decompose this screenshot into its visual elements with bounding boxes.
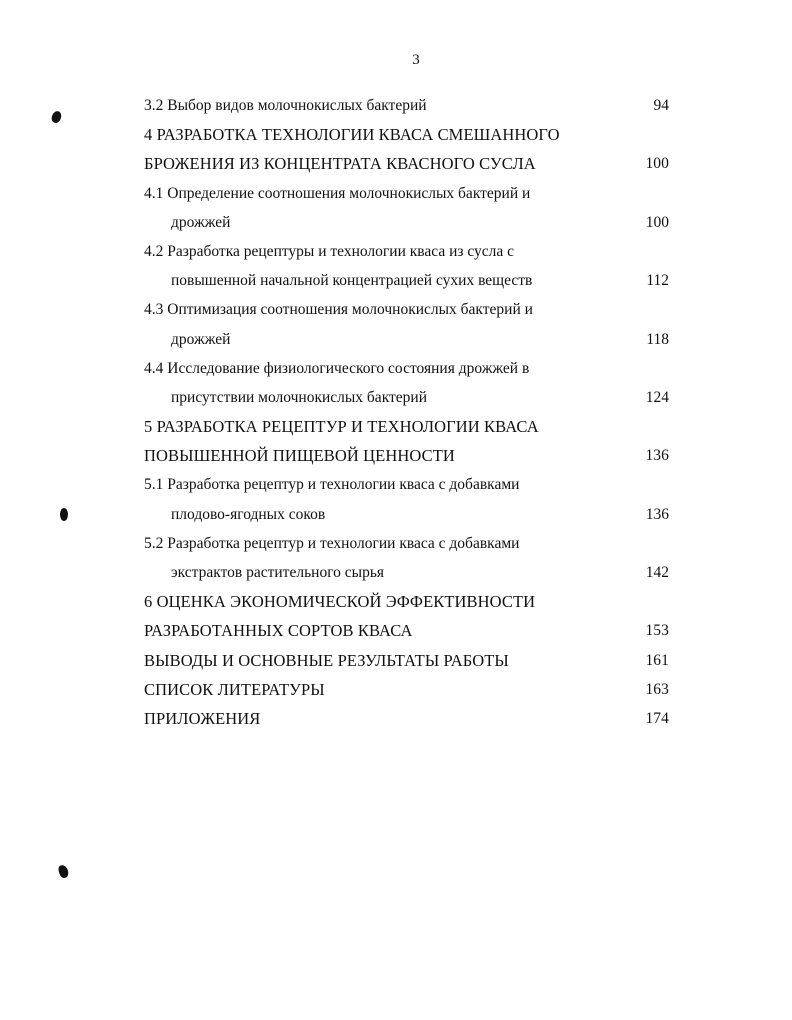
scan-speck [57, 864, 69, 879]
toc-entry-title: повышенной начальной концентрацией сухих веществ [171, 272, 533, 290]
toc-entry-title: 5.2 Разработка рецептур и технологии кваса с добавками [144, 534, 520, 552]
toc-entry [144, 179, 669, 208]
toc-entry-title: РАЗРАБОТАННЫХ СОРТОВ КВАСА [144, 621, 413, 641]
toc-entry [144, 646, 669, 675]
toc-entry-page: 142 [645, 564, 669, 581]
toc-entry-title: БРОЖЕНИЯ ИЗ КОНЦЕНТРАТА КВАСНОГО СУСЛА [144, 154, 536, 174]
toc-entry [144, 149, 669, 178]
toc-entry-title: 4.2 Разработка рецептуры и технологии кваса из сусла с [144, 242, 515, 260]
toc-entry [144, 500, 669, 529]
toc-entry [144, 587, 669, 616]
toc-entry-title: 4.3 Оптимизация соотношения молочнокислых бактерий и [144, 301, 533, 319]
toc-entry-title: 4.1 Определение соотношения молочнокислых бактерий и [144, 184, 531, 202]
toc-entry-page: 100 [645, 213, 669, 231]
toc-entry [144, 91, 669, 120]
toc-entry [144, 120, 669, 149]
toc-entry [144, 470, 669, 499]
toc-entry-title: дрожжей [171, 213, 231, 231]
toc-entry-page: 136 [645, 505, 669, 523]
toc-entry-page: 136 [645, 447, 669, 465]
toc-entry [144, 266, 669, 295]
toc-entry [144, 441, 669, 470]
toc-entry-title: присутствии молочнокислых бактерий [171, 388, 428, 406]
toc-entry [144, 616, 669, 645]
toc-entry-page: 94 [653, 97, 669, 114]
toc-entry-title: 4.4 Исследование физиологического состояния дрожжей в [144, 359, 530, 377]
toc-entry-title: ВЫВОДЫ И ОСНОВНЫЕ РЕЗУЛЬТАТЫ РАБОТЫ [144, 650, 509, 670]
toc-entry [144, 354, 669, 383]
table-of-contents [144, 91, 669, 733]
page-number: 3 [412, 52, 420, 68]
toc-entry-page: 161 [645, 651, 669, 669]
toc-entry-title: 4 РАЗРАБОТКА ТЕХНОЛОГИИ КВАСА СМЕШАННОГО [144, 125, 560, 145]
toc-entry-title: 5.1 Разработка рецептур и технологии кваса с добавками [144, 476, 520, 494]
toc-entry-title: дрожжей [171, 330, 231, 348]
toc-entry-page: 174 [645, 709, 669, 727]
toc-entry [144, 704, 669, 733]
toc-entry-title: ПРИЛОЖЕНИЯ [144, 708, 261, 728]
toc-entry [144, 295, 669, 324]
toc-entry [144, 383, 669, 412]
toc-entry-title: 5 РАЗРАБОТКА РЕЦЕПТУР И ТЕХНОЛОГИИ КВАСА [144, 417, 539, 437]
toc-entry [144, 325, 669, 354]
toc-entry-title: экстрактов растительного сырья [171, 564, 385, 581]
toc-entry-title: 3.2 Выбор видов молочнокислых бактерий [144, 97, 427, 114]
toc-entry-title: ПОВЫШЕННОЙ ПИЩЕВОЙ ЦЕННОСТИ [144, 446, 455, 466]
toc-entry [144, 208, 669, 237]
toc-entry-page: 124 [645, 388, 669, 406]
toc-entry-page: 118 [646, 330, 669, 348]
toc-entry-title: СПИСОК ЛИТЕРАТУРЫ [144, 679, 325, 699]
toc-entry [144, 675, 669, 704]
toc-entry [144, 558, 669, 587]
toc-entry [144, 412, 669, 441]
toc-entry-title: 6 ОЦЕНКА ЭКОНОМИЧЕСКОЙ ЭФФЕКТИВНОСТИ [144, 592, 536, 612]
toc-entry-page: 163 [645, 680, 669, 698]
toc-entry-page: 153 [645, 622, 669, 640]
scan-speck [60, 508, 68, 521]
toc-entry-page: 112 [646, 272, 669, 290]
toc-entry-page: 100 [645, 155, 669, 173]
toc-entry-title: плодово-ягодных соков [171, 505, 326, 523]
toc-entry [144, 529, 669, 558]
scan-speck [50, 110, 63, 124]
toc-entry [144, 237, 669, 266]
